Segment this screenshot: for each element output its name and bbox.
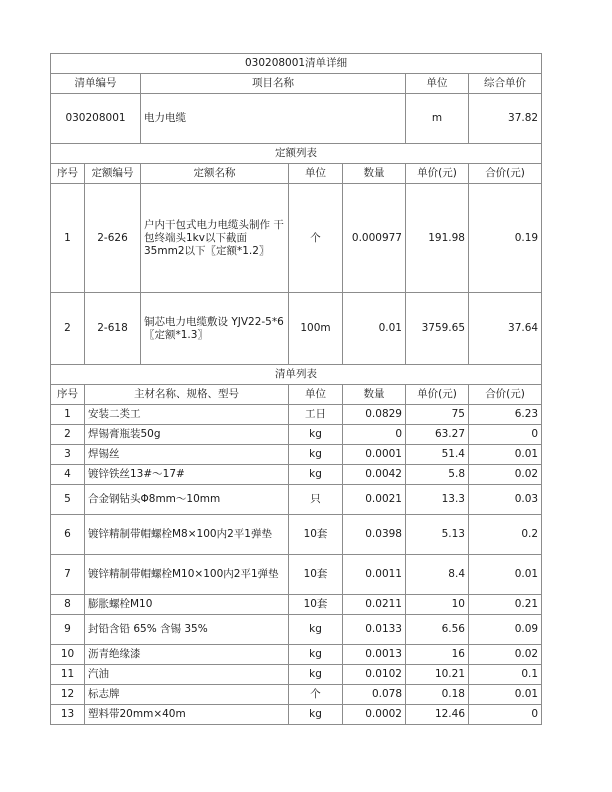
material-cell-unit: kg — [289, 445, 343, 465]
material-cell-total: 0.1 — [469, 665, 542, 685]
quota-cell-unit-price: 191.98 — [406, 184, 469, 293]
quota-cell-name: 铜芯电力电缆敷设 YJV22-5*6〖定额*1.3〗 — [141, 293, 289, 365]
material-cell-quantity: 0.078 — [343, 685, 406, 705]
quota-header-total: 合价(元) — [469, 164, 542, 184]
material-cell-name: 合金钢钻头Φ8mm～10mm — [85, 485, 289, 515]
material-row — [51, 615, 542, 645]
material-cell-name: 塑料带20mm×40m — [85, 705, 289, 725]
material-cell-quantity: 0.0042 — [343, 465, 406, 485]
material-cell-total: 0.03 — [469, 485, 542, 515]
material-row — [51, 645, 542, 665]
material-cell-quantity: 0.0211 — [343, 595, 406, 615]
quota-cell-code: 2-618 — [85, 293, 141, 365]
material-cell-name: 标志牌 — [85, 685, 289, 705]
material-row — [51, 595, 542, 615]
material-cell-name: 膨胀螺栓M10 — [85, 595, 289, 615]
material-cell-unit-price: 6.56 — [406, 615, 469, 645]
quota-row — [51, 184, 542, 293]
material-cell-unit: kg — [289, 665, 343, 685]
material-cell-unit-price: 63.27 — [406, 425, 469, 445]
quota-cell-unit-price: 3759.65 — [406, 293, 469, 365]
material-row — [51, 685, 542, 705]
material-row — [51, 465, 542, 485]
quota-header-code: 定额编号 — [85, 164, 141, 184]
quota-cell-unit: 100m — [289, 293, 343, 365]
header-item-name: 项目名称 — [141, 74, 406, 94]
material-cell-index: 9 — [51, 615, 85, 645]
material-cell-total: 0.09 — [469, 615, 542, 645]
item-price: 37.82 — [469, 94, 542, 144]
material-cell-quantity: 0 — [343, 425, 406, 445]
material-cell-unit-price: 5.8 — [406, 465, 469, 485]
header-bill-code: 清单编号 — [51, 74, 141, 94]
material-cell-index: 12 — [51, 685, 85, 705]
material-cell-total: 0.21 — [469, 595, 542, 615]
material-cell-total: 0.01 — [469, 445, 542, 465]
material-cell-quantity: 0.0013 — [343, 645, 406, 665]
material-cell-unit: kg — [289, 465, 343, 485]
material-cell-unit: 个 — [289, 685, 343, 705]
material-cell-unit: 只 — [289, 485, 343, 515]
quota-cell-unit: 个 — [289, 184, 343, 293]
material-cell-name: 汽油 — [85, 665, 289, 685]
quota-header-name: 定额名称 — [141, 164, 289, 184]
item-code: 030208001 — [51, 94, 141, 144]
material-cell-name: 焊锡丝 — [85, 445, 289, 465]
material-cell-unit: kg — [289, 425, 343, 445]
material-cell-unit: 10套 — [289, 515, 343, 555]
material-cell-total: 0.02 — [469, 465, 542, 485]
header-unit-price: 综合单价 — [469, 74, 542, 94]
material-cell-total: 0 — [469, 705, 542, 725]
material-row — [51, 515, 542, 555]
material-cell-quantity: 0.0002 — [343, 705, 406, 725]
material-row — [51, 555, 542, 595]
quota-cell-code: 2-626 — [85, 184, 141, 293]
material-cell-unit-price: 13.3 — [406, 485, 469, 515]
material-cell-index: 13 — [51, 705, 85, 725]
quota-cell-name: 户内干包式电力电缆头制作 干包终端头1kv以下截面 35mm2以下〖定额*1.2〗 — [141, 184, 289, 293]
material-cell-unit-price: 16 — [406, 645, 469, 665]
item-unit: m — [406, 94, 469, 144]
material-header-unit: 单位 — [289, 385, 343, 405]
quota-cell-quantity: 0.01 — [343, 293, 406, 365]
quota-cell-index: 1 — [51, 184, 85, 293]
material-list — [51, 405, 542, 725]
material-cell-unit-price: 8.4 — [406, 555, 469, 595]
quota-cell-total: 37.64 — [469, 293, 542, 365]
material-cell-unit: kg — [289, 615, 343, 645]
material-cell-name: 安装二类工 — [85, 405, 289, 425]
material-cell-name: 镀锌精制带帽螺栓M8×100内2平1弹垫 — [85, 515, 289, 555]
material-cell-unit-price: 12.46 — [406, 705, 469, 725]
material-cell-quantity: 0.0001 — [343, 445, 406, 465]
material-cell-unit-price: 5.13 — [406, 515, 469, 555]
material-cell-name: 镀锌精制带帽螺栓M10×100内2平1弹垫 — [85, 555, 289, 595]
material-cell-total: 0.01 — [469, 555, 542, 595]
material-header-quantity: 数量 — [343, 385, 406, 405]
material-cell-unit-price: 0.18 — [406, 685, 469, 705]
header-unit: 单位 — [406, 74, 469, 94]
material-cell-unit: 10套 — [289, 595, 343, 615]
material-cell-index: 8 — [51, 595, 85, 615]
quota-header-quantity: 数量 — [343, 164, 406, 184]
bill-detail-table — [50, 53, 542, 725]
material-cell-quantity: 0.0011 — [343, 555, 406, 595]
material-cell-total: 0.2 — [469, 515, 542, 555]
material-row — [51, 445, 542, 465]
material-cell-index: 10 — [51, 645, 85, 665]
quota-cell-total: 0.19 — [469, 184, 542, 293]
material-cell-quantity: 0.0829 — [343, 405, 406, 425]
material-cell-index: 2 — [51, 425, 85, 445]
material-cell-unit-price: 10.21 — [406, 665, 469, 685]
material-header-name: 主材名称、规格、型号 — [85, 385, 289, 405]
material-cell-unit-price: 51.4 — [406, 445, 469, 465]
material-cell-index: 1 — [51, 405, 85, 425]
material-cell-index: 11 — [51, 665, 85, 685]
material-cell-total: 0 — [469, 425, 542, 445]
quota-cell-quantity: 0.000977 — [343, 184, 406, 293]
material-cell-index: 7 — [51, 555, 85, 595]
material-row — [51, 425, 542, 445]
material-header-total: 合价(元) — [469, 385, 542, 405]
material-cell-total: 0.02 — [469, 645, 542, 665]
table-title: 030208001清单详细 — [51, 54, 542, 74]
material-cell-name: 镀锌铁丝13#～17# — [85, 465, 289, 485]
material-header-unit-price: 单价(元) — [406, 385, 469, 405]
quota-section-title: 定额列表 — [51, 144, 542, 164]
material-cell-unit-price: 10 — [406, 595, 469, 615]
material-cell-name: 沥青绝缘漆 — [85, 645, 289, 665]
material-cell-index: 5 — [51, 485, 85, 515]
material-cell-quantity: 0.0102 — [343, 665, 406, 685]
material-cell-quantity: 0.0021 — [343, 485, 406, 515]
material-section-title: 清单列表 — [51, 365, 542, 385]
material-row — [51, 405, 542, 425]
quota-cell-index: 2 — [51, 293, 85, 365]
material-row — [51, 485, 542, 515]
material-cell-unit: 工日 — [289, 405, 343, 425]
material-cell-total: 0.01 — [469, 685, 542, 705]
quota-header-index: 序号 — [51, 164, 85, 184]
material-cell-unit: kg — [289, 705, 343, 725]
item-name: 电力电缆 — [141, 94, 406, 144]
material-header-index: 序号 — [51, 385, 85, 405]
material-cell-quantity: 0.0133 — [343, 615, 406, 645]
material-row — [51, 665, 542, 685]
material-cell-index: 4 — [51, 465, 85, 485]
material-cell-unit: kg — [289, 645, 343, 665]
material-cell-unit: 10套 — [289, 555, 343, 595]
quota-row — [51, 293, 542, 365]
material-cell-name: 焊锡膏瓶装50g — [85, 425, 289, 445]
material-cell-quantity: 0.0398 — [343, 515, 406, 555]
material-row — [51, 705, 542, 725]
quota-header-unit: 单位 — [289, 164, 343, 184]
material-cell-index: 3 — [51, 445, 85, 465]
quota-header-unit-price: 单价(元) — [406, 164, 469, 184]
material-cell-name: 封铅含铅 65% 含锡 35% — [85, 615, 289, 645]
material-cell-index: 6 — [51, 515, 85, 555]
material-cell-total: 6.23 — [469, 405, 542, 425]
material-cell-unit-price: 75 — [406, 405, 469, 425]
